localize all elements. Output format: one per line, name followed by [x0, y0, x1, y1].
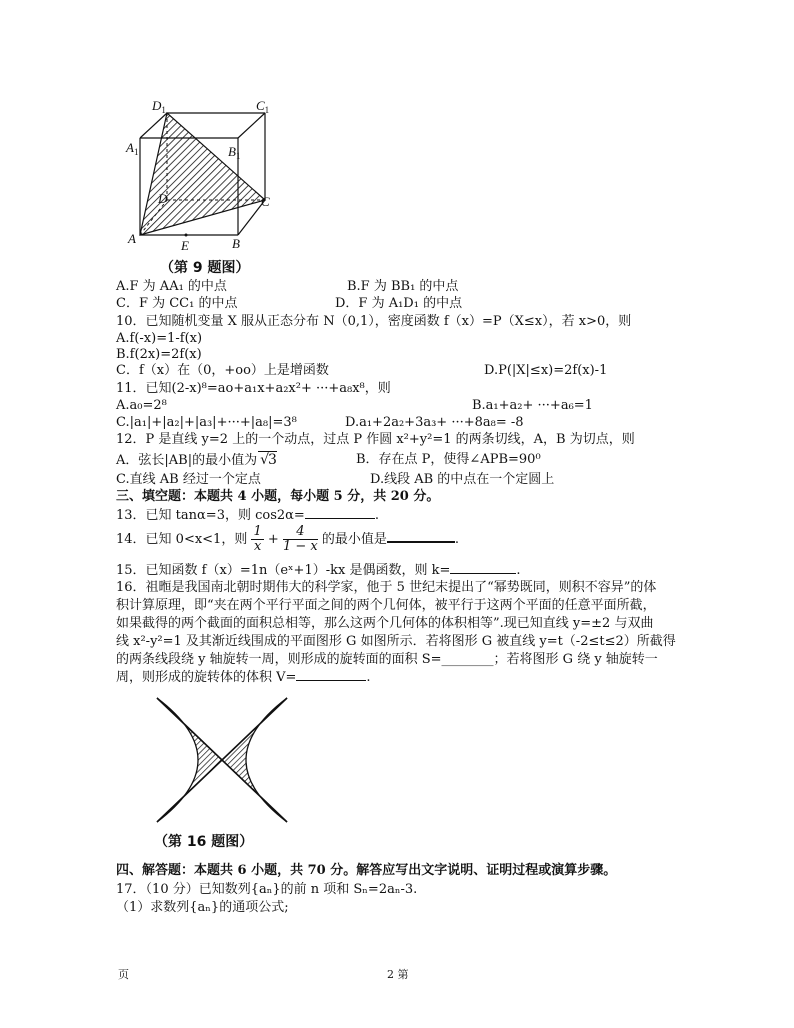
q14-frac-1: $\frac{1}{x}$: [253, 524, 262, 554]
figure-16-hyperbola: [128, 694, 316, 826]
q11-option-d: D.a₁+2a₂+3a₃+ ···+8a₈= -8: [345, 415, 524, 430]
label-a1: $A_1$: [126, 140, 139, 157]
q16-line-5: 的两条线段绕 y 轴旋转一周，则形成的旋转面的面积 S=________；若将图形 G 绕 y 轴旋转一: [116, 652, 658, 667]
footer-page-number: 2 第: [387, 968, 409, 981]
q16-line-2: 积计算原理，即“夹在两个平行平面之间的两个几何体，被平行于这两个平面的任意平面所截，: [116, 598, 656, 613]
q11-option-b: B.a₁+a₂+ ···+a₆=1: [472, 398, 593, 413]
q12-option-a: A．弦长|AB|的最小值为 √3: [116, 452, 277, 468]
q9-option-d: D．F 为 A₁D₁ 的中点: [335, 296, 463, 311]
hatched-region-right: [222, 698, 287, 822]
q11-option-a: A.a₀=2⁸: [116, 398, 167, 413]
q10-option-a: A.f(-x)=1-f(x): [116, 331, 203, 346]
figure-9-cube: [118, 96, 288, 260]
q14: 14．已知 0<x<1，则 $\frac{1}{x}$ + $\frac{4}{1 - x}$ 的最小值是 .: [116, 524, 460, 554]
label-b1: $B_1$: [228, 144, 241, 161]
q17-stem: 17．（10 分）已知数列{aₙ}的前 n 项和 Sₙ=2aₙ-3.: [116, 882, 418, 897]
q10-option-d: D.P(|X|≤x)=2f(x)-1: [484, 363, 608, 378]
label-c1: $C_1$: [256, 98, 270, 115]
label-d1: $D_1$: [152, 98, 166, 115]
q16-line-1: 16．祖暅是我国南北朝时期伟大的科学家，他于 5 世纪末提出了“幂势既同，则积不容异”的体: [116, 580, 657, 595]
label-b: B: [232, 236, 240, 251]
q9-option-b: B.F 为 BB₁ 的中点: [347, 279, 459, 294]
q16-line-6: 周，则形成的旋转体的体积 V= .: [116, 670, 371, 685]
section-4-heading: 四、解答题：本题共 6 小题，共 70 分。解答应写出文字说明、证明过程或演算步骤。: [116, 863, 617, 878]
label-d: D: [158, 191, 168, 206]
q9-option-c: C．F 为 CC₁ 的中点: [116, 296, 238, 311]
label-e: E: [181, 238, 189, 253]
q11-option-c: C.|a₁|+|a₂|+|a₃|+···+|a₈|=3⁸: [116, 415, 297, 430]
hatched-region-left: [157, 698, 222, 822]
hatched-triangle: [140, 113, 265, 235]
q12-stem: 12．P 是直线 y=2 上的一个动点，过点 P 作圆 x²+y²=1 的两条切线，A，B 为切点，则: [116, 432, 635, 447]
q12-option-b: B．存在点 P，使得∠APB=90⁰: [356, 452, 541, 467]
q11-stem: 11．已知(2-x)⁸=ao+a₁x+a₂x²+ ···+a₈x⁸，则: [116, 381, 391, 396]
q10-stem: 10．已知随机变量 X 服从正态分布 N（0,1），密度函数 f（x）=P（X≤x），若 x>0，则: [116, 314, 632, 329]
q16-line-3: 如果截得的两个截面的面积总相等，那么这两个几何体的体积相等”.现已知直线 y=±2 与双曲: [116, 616, 654, 631]
footer-left: 页: [118, 968, 129, 981]
q14-frac-2: $\frac{4}{1 - x}$: [282, 524, 318, 554]
q12-option-c: C.直线 AB 经过一个定点: [116, 472, 261, 487]
q17-part-1: （1）求数列{aₙ}的通项公式;: [116, 900, 289, 915]
q12-option-d: D.线段 AB 的中点在一个定圆上: [370, 472, 555, 487]
section-3-heading: 三、填空题：本题共 4 小题，每小题 5 分，共 20 分。: [116, 489, 440, 504]
label-c: C: [261, 194, 270, 209]
q16-line-4: 线 x²-y²=1 及其渐近线围成的平面图形 G 如图所示．若将图形 G 被直线 y=t（-2≤t≤2）所截得: [116, 634, 676, 649]
q10-option-b: B.f(2x)=2f(x): [116, 347, 202, 362]
q13: 13．已知 tanα=3，则 cos2α= .: [116, 508, 379, 523]
q10-option-c: C．f（x）在（0，+oo）上是增函数: [116, 363, 329, 378]
label-a: A: [128, 231, 136, 246]
figure-16-caption: （第 16 题图）: [154, 834, 254, 850]
figure-9-caption: （第 9 题图）: [160, 260, 250, 276]
q15: 15．已知函数 f（x）=1n（eˣ+1）-kx 是偶函数，则 k= .: [116, 563, 521, 578]
q9-option-a: A.F 为 AA₁ 的中点: [116, 279, 227, 294]
